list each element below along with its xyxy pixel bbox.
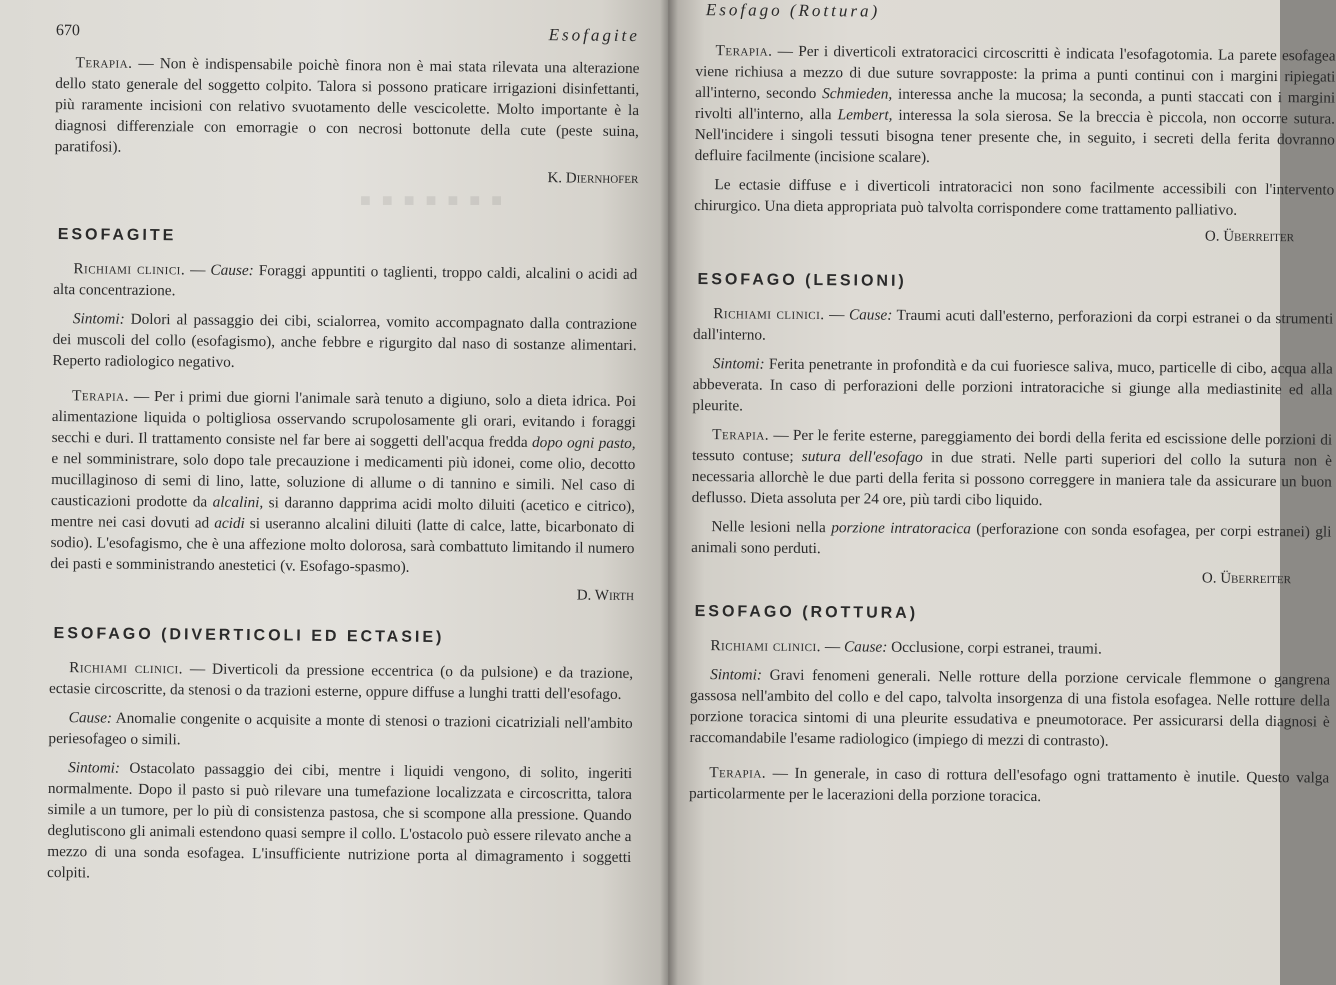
esofagite-sintomi: Sintomi: Dolori al passaggio dei cibi, scialorrea, vomito accompagnato dalla contrazione dei muscoli del collo (esofagismo), anche febbre e rigurgito dal naso di sostanze alimentari. Reperto radiologico negativo. xyxy=(52,310,637,371)
top-entry-terapia: Terapia. — Non è indispensabile poichè finora non è mai stata rilevata una alterazione dello stato generale del soggetto colpito. Talora si possono praticare irrigazioni disinfettanti, più raramente incisioni con relativo svuotamento delle vescicolette. Molto importante è la diagnosi differenziale con emorragie o con necrosi bottonute della cute (peste suina, paratifosi). xyxy=(54,54,640,156)
rottura-sintomi: Sintomi: Gravi fenomeni generali. Nelle rotture della porzione cervicale flemmone o gangrena gassosa nell'ambito del collo e del capo, talvolta insorgenza di una fistola esofagea. Nelle rotture della porzione toracica sintomi di una pleurite essudativa e pneumotorace. Per assicurarsi della diagnosi è raccomandabile l'esame radiologico (impiego di mezzi di contrasto). xyxy=(689,666,1331,750)
right-top-para2: Le ectasie diffuse e i diverticoli intratoracici non sono facilmente accessibili con l'intervento chirurgico. Una dieta appropriata può talvolta corrispondere come trattamento palliativo. xyxy=(694,176,1335,219)
left-page-header xyxy=(56,20,640,52)
lesioni-terapia: Terapia. — Per le ferite esterne, pareggiamento dei bordi della ferita ed escissione delle porzioni di tessuto contuse; sutura dell'esofago in due strati. Nelle parti superiori del collo la sutura non è necessaria allorchè le due parti della ferita si possono correggere in maniera tale da assicurare un buon deflusso. Dieta assoluta per 24 ore, più tardi cibo liquido. xyxy=(691,426,1333,510)
book-gutter xyxy=(660,0,678,985)
right-top-terapia: Terapia. — Per i diverticoli extratoracici circoscritti è indicata l'esofagotomia. La parete esofagea viene richiusa a mezzo di due suture sovrapposte: la prima a punti continui con i margini ripiegati all'interno, secondo Schmieden, interessa anche la mucosa; la seconda, a punti staccati con i margini rivolti all'interno, alla Lembert, interessa la sola sierosa. Se la breccia è piccola, non occorre sutura. Nell'incidere i singoli tessuti bisogna tener presente che, in seguito, i secreti della ferita dovranno defluire facilmente (incisione scalare). xyxy=(694,42,1336,167)
lesioni-richiami: Richiami clinici. — Cause: Traumi acuti dall'esterno, perforazioni da corpi estranei o da strumenti dall'interno. xyxy=(693,305,1334,344)
author-signature: K. Diernhofer xyxy=(547,170,639,188)
lesioni-para2: Nelle lesioni nella porzione intratoracica (perforazione con sonda esofagea, per corpi estranei) gli animali sono perduti. xyxy=(691,518,1332,558)
author-signature: O. Überreiter xyxy=(1201,570,1292,588)
running-head-left: Esofagite xyxy=(548,25,640,46)
section-title-lesioni: ESOFAGO (LESIONI) xyxy=(697,271,907,290)
section-title-rottura: ESOFAGO (ROTTURA) xyxy=(694,603,919,622)
section-title-esofagite: ESOFAGITE xyxy=(57,226,177,245)
page-number: 670 xyxy=(55,21,80,40)
author-signature: O. Überreiter xyxy=(1204,228,1295,246)
diverticoli-cause: Cause: Anomalie congenite o acquisite a monte di stenosi o trazioni cicatriziali nell'ambito periesofageo o simili. xyxy=(48,709,633,749)
rottura-richiami: Richiami clinici. — Cause: Occlusione, corpi estranei, traumi. xyxy=(710,637,1102,658)
diverticoli-sintomi: Sintomi: Ostacolato passaggio dei cibi, mentre i liquidi vengono, di solito, ingeriti normalmente. Dopo il pasto si può rilevare una tumefazione localizzata e circoscritta, talora simile a un tumore, per lo più di consistenza pastosa, che si scompone alla pressione. Quando deglutiscono gli animali estendono quasi sempre il collo. L'ostacolo può essere rilevato anche a mezzo di una sonda esofagea. L'insufficiente nutrizione porta al dimagramento i soggetti colpiti. xyxy=(46,759,633,882)
right-page-content xyxy=(689,0,1336,818)
esofagite-terapia: Terapia. — Per i primi due giorni l'animale sarà tenuto a digiuno, solo a dieta idrica. Poi alimentazione liquida o poltigliosa osservando scrupolosamente gli orari, evitando i foraggi secchi e duri. Il trattamento consiste nel far bere ai soggetti dell'acqua fredda dopo ogni pasto, e nel somministrare, solo dopo tale precauzione i medicamenti più idonei, come olio, decotto mucillaginoso di semi di lino, latte, soluzione di allume o di tannino e simili. Nel caso di causticazioni prodotte da alcalini, si daranno dapprima acidi molto diluiti (acetico e citrico), mentre nei casi dovuti ad acidi si useranno alcalini diluiti (latte di calce, latte, bicarbonato di sodio). L'esofagismo, che è una affezione molto dolorosa, sarà combattuto limitando il numero dei pasti e somministrando anestetici (v. Esofago-spasmo). xyxy=(50,387,637,576)
right-page xyxy=(668,0,1336,985)
left-page-content xyxy=(47,20,640,897)
diverticoli-richiami: Richiami clinici. — Diverticoli da pressione eccentrica (o da pulsione) e da trazione, ectasie circoscritte, da stenosi o da trazioni esterne, oppure diffuse a lunghi tratti dell'esofago. xyxy=(48,659,634,703)
right-page-header xyxy=(696,0,1336,32)
lesioni-sintomi: Sintomi: Ferita penetrante in profondità e da cui fuoriesce saliva, muco, particelle di cibo, acqua alla abbeverata. In caso di perforazioni delle porzioni intratoraciche si giunge alla mediastinite ed alla pleurite. xyxy=(692,355,1333,415)
section-title-diverticoli: ESOFAGO (DIVERTICOLI ED ECTASIE) xyxy=(53,625,445,647)
running-head-right: Esofago (Rottura) xyxy=(705,0,881,21)
author-signature: D. Wirth xyxy=(576,587,635,605)
show-through-text: ■ ■ ■ ■ ■ ■ ■ xyxy=(360,190,506,210)
esofagite-richiami: Richiami clinici. — Cause: Foraggi appuntiti o taglienti, troppo caldi, alcalini o acidi ad alta concentrazione. xyxy=(53,260,638,300)
rottura-terapia: Terapia. — In generale, in caso di rottura dell'esofago ogni trattamento è inutile. Questo valga particolarmente per le lacerazioni della porzione toracica. xyxy=(689,764,1330,806)
